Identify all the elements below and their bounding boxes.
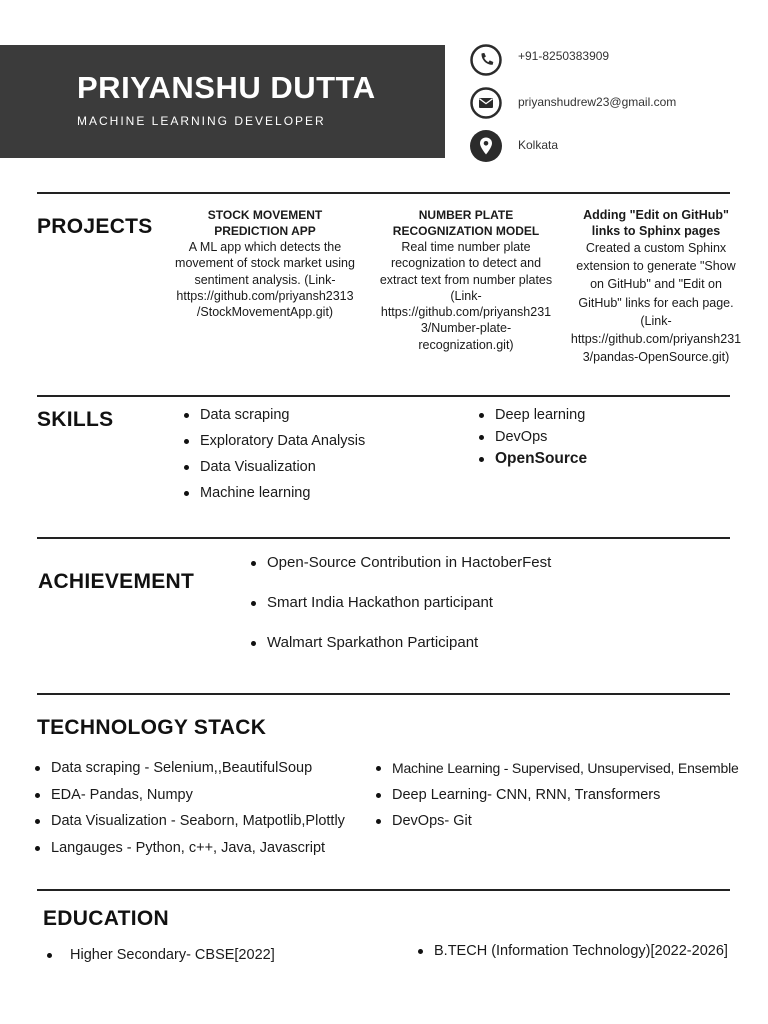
skills-heading: SKILLS bbox=[37, 408, 114, 431]
education-item: Higher Secondary- CBSE[2022] bbox=[45, 945, 275, 965]
tech-item: Langauges - Python, c++, Java, Javascript bbox=[33, 838, 345, 865]
tech-item: EDA- Pandas, Numpy bbox=[33, 785, 345, 812]
project-title: Adding "Edit on GitHub" links to Sphinx pages bbox=[583, 208, 729, 238]
skill-item: Data scraping bbox=[182, 405, 365, 431]
project-description: Created a custom Sphinx extension to generate "Show on GitHub" and "Edit on GitHub" links for each page.(Link- https://github.com/priyansh2313/pandas-OpenSource.git) bbox=[570, 241, 742, 365]
email-address: priyanshudrew23@gmail.com bbox=[518, 95, 677, 109]
achievement-heading: ACHIEVEMENT bbox=[38, 570, 195, 593]
divider bbox=[37, 693, 730, 695]
project-card bbox=[175, 207, 355, 320]
divider bbox=[37, 889, 730, 891]
education-item: B.TECH (Information Technology)[2022-2026] bbox=[416, 941, 728, 961]
tech-item: Machine Learning - Supervised, Unsupervised, Ensemble bbox=[374, 758, 739, 785]
project-title: STOCK MOVEMENT PREDICTION APP bbox=[207, 208, 323, 238]
tech-stack-list-right bbox=[374, 758, 739, 838]
project-card bbox=[568, 207, 744, 366]
skill-item: OpenSource bbox=[477, 449, 587, 471]
tech-stack-heading: TECHNOLOGY STACK bbox=[37, 716, 267, 739]
achievement-list bbox=[249, 553, 551, 673]
skills-list-left bbox=[182, 405, 365, 509]
skill-item: DevOps bbox=[477, 427, 587, 449]
achievement-item: Walmart Sparkathon Participant bbox=[249, 633, 551, 673]
achievement-item: Open-Source Contribution in HactoberFest bbox=[249, 553, 551, 593]
location: Kolkata bbox=[518, 138, 559, 152]
education-list-left bbox=[45, 945, 275, 965]
tech-item: Data scraping - Selenium,,BeautifulSoup bbox=[33, 758, 345, 785]
candidate-role: MACHINE LEARNING DEVELOPER bbox=[77, 114, 326, 128]
tech-item: Deep Learning- CNN, RNN, Transformers bbox=[374, 785, 739, 812]
tech-stack-list-left bbox=[33, 758, 345, 864]
skill-item: Machine learning bbox=[182, 483, 365, 509]
email-icon bbox=[470, 87, 502, 119]
projects-heading: PROJECTS bbox=[37, 215, 153, 238]
phone-number: +91-8250383909 bbox=[518, 49, 610, 63]
skill-item: Exploratory Data Analysis bbox=[182, 431, 365, 457]
tech-item: DevOps- Git bbox=[374, 811, 739, 838]
divider bbox=[37, 395, 730, 397]
phone-icon bbox=[470, 44, 502, 76]
skill-item: Data Visualization bbox=[182, 457, 365, 483]
skill-item: Deep learning bbox=[477, 405, 587, 427]
divider bbox=[37, 192, 730, 194]
divider bbox=[37, 537, 730, 539]
tech-item: Data Visualization - Seaborn, Matpotlib,Plottly bbox=[33, 811, 345, 838]
education-list-right bbox=[416, 941, 728, 961]
achievement-item: Smart India Hackathon participant bbox=[249, 593, 551, 633]
project-title: NUMBER PLATE RECOGNIZATION MODEL bbox=[392, 208, 540, 238]
candidate-name: PRIYANSHU DUTTA bbox=[77, 70, 376, 105]
education-heading: EDUCATION bbox=[43, 907, 169, 930]
project-description: Real time number plate recognization to detect and extract text from number plates (Link- https://github.com/priyansh2313/Number-plate-recognization.git) bbox=[379, 240, 553, 352]
project-card bbox=[378, 207, 554, 353]
project-description: A ML app which detects the movement of stock market using sentiment analysis. (Link- https://github.com/priyansh2313/StockMovementApp.git) bbox=[175, 240, 355, 320]
location-pin-icon bbox=[470, 130, 502, 162]
skills-list-right bbox=[477, 405, 587, 471]
